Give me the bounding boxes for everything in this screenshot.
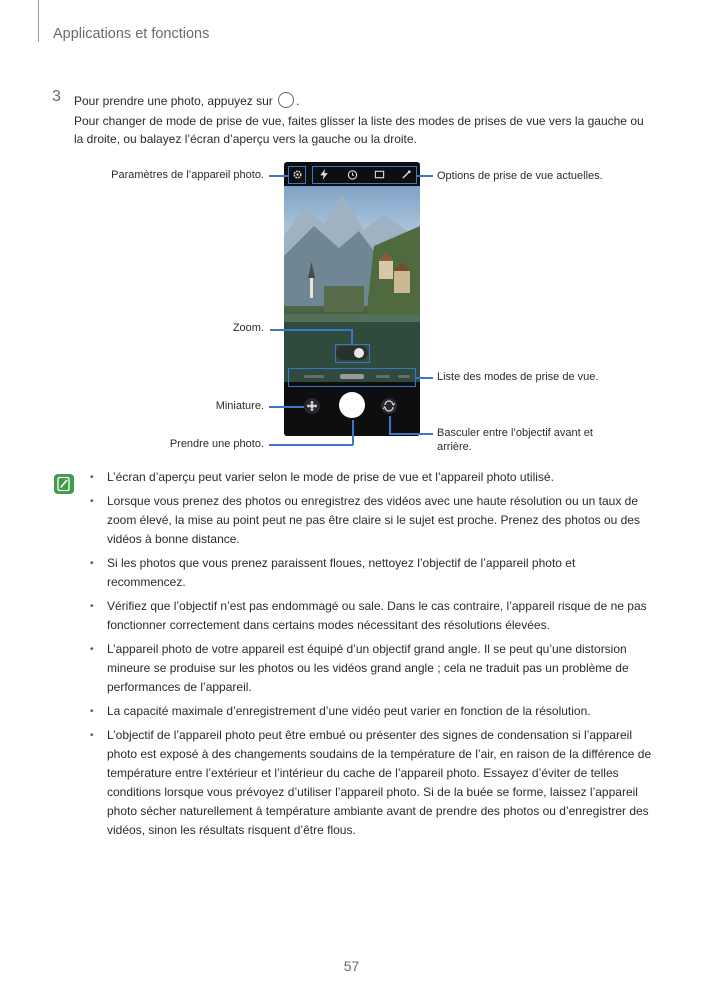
options-callout-line [417, 175, 433, 177]
step-instruction [74, 92, 300, 110]
shutter-callout-line-h [269, 444, 353, 446]
step-instruction-text: Pour prendre une photo, appuyez sur [74, 94, 273, 108]
note-item: • Vérifiez que l’objectif n’est pas endommagé ou sale. Dans le cas contraire, l’appareil risque de ne pas fonctionner correctement dans certains modes nécessitant des résolutions élevées. [90, 597, 652, 635]
options-callout-box [312, 166, 417, 184]
note-item: • L’écran d’aperçu peut varier selon le mode de prise de vue et l’appareil photo utilisé. [90, 468, 652, 487]
camera-switch-icon [381, 398, 397, 414]
zoom-callout-line-v [351, 329, 353, 344]
header-rule [38, 0, 39, 42]
switch-camera-button[interactable] [381, 398, 397, 414]
step-instruction-end: . [296, 94, 300, 108]
switch-lens-label-line1: Basculer entre l’objectif avant et [437, 427, 593, 439]
switch-callout-line-v [389, 416, 391, 434]
shutter-button[interactable] [339, 392, 365, 418]
zoom-callout-box [335, 344, 370, 363]
settings-callout-line [269, 175, 288, 177]
switch-lens-label-line2: arrière. [437, 441, 472, 453]
zoom-callout-line-h [270, 329, 352, 331]
modes-callout-line [416, 377, 433, 379]
modes-list-label: Liste des modes de prise de vue. [437, 371, 599, 383]
note-item: • Si les photos que vous prenez paraissent floues, nettoyez l’objectif de l’appareil photo et recommencez. [90, 554, 652, 592]
zoom-label: Zoom. [232, 322, 264, 334]
shutter-callout-line-v [352, 420, 354, 445]
page-header-title: Applications et fonctions [53, 26, 210, 42]
camera-screen [284, 162, 420, 436]
note-pencil-icon [54, 474, 74, 494]
note-item: • L’objectif de l’appareil photo peut être embué ou présenter des signes de condensation si l’appareil photo est exposé à des changements soudains de la température de l’air, en raison de la différence de température entre l’extérieur et l’intérieur du cache de l’appareil photo. Essayez d’éviter de telles conditions lorsque vous prévoyez d’utiliser l’appareil photo. Si de la buée se forme, laissez l’appareil photo sécher naturellement à température ambiante avant de prendre des photos ou d’enregistrer des vidéos, sinon les résultats risquent d’être flous. [90, 726, 652, 840]
current-options-label: Options de prise de vue actuelles. [437, 170, 603, 182]
step-number: 3 [52, 88, 61, 105]
thumbnail-button[interactable] [304, 398, 320, 414]
notes-list [90, 468, 652, 845]
thumbnail-flower-icon [304, 398, 320, 414]
note-item: • Lorsque vous prenez des photos ou enregistrez des vidéos avec une haute résolution ou un taux de zoom élevé, la mise au point peut ne pas être claire si le sujet est proche. Prenez des photos ou des vidéos à bonne distance. [90, 492, 652, 549]
modes-callout-box [288, 368, 416, 387]
settings-label: Paramètres de l’appareil photo. [111, 169, 264, 181]
thumbnail-callout-line [269, 406, 304, 408]
thumbnail-label: Miniature. [215, 400, 264, 412]
note-item: • La capacité maximale d’enregistrement d’une vidéo peut varier en fonction de la résolution. [90, 702, 652, 721]
note-item: • L’appareil photo de votre appareil est équipé d’un objectif grand angle. Il se peut qu’une distorsion mineure se produise sur les photos ou les vidéos grand angle ; cela ne traduit pas un problème de performances de l’appareil. [90, 640, 652, 697]
settings-callout-box [288, 166, 306, 184]
shutter-button-icon [278, 92, 294, 108]
page-number: 57 [343, 958, 360, 974]
take-photo-label: Prendre une photo. [169, 438, 264, 450]
switch-callout-line-h [389, 433, 433, 435]
step-paragraph: Pour changer de mode de prise de vue, faites glisser la liste des modes de prises de vue vers la gauche ou la droite, ou balayez l’écran d’aperçu vers la gauche ou la droite. [74, 114, 644, 146]
